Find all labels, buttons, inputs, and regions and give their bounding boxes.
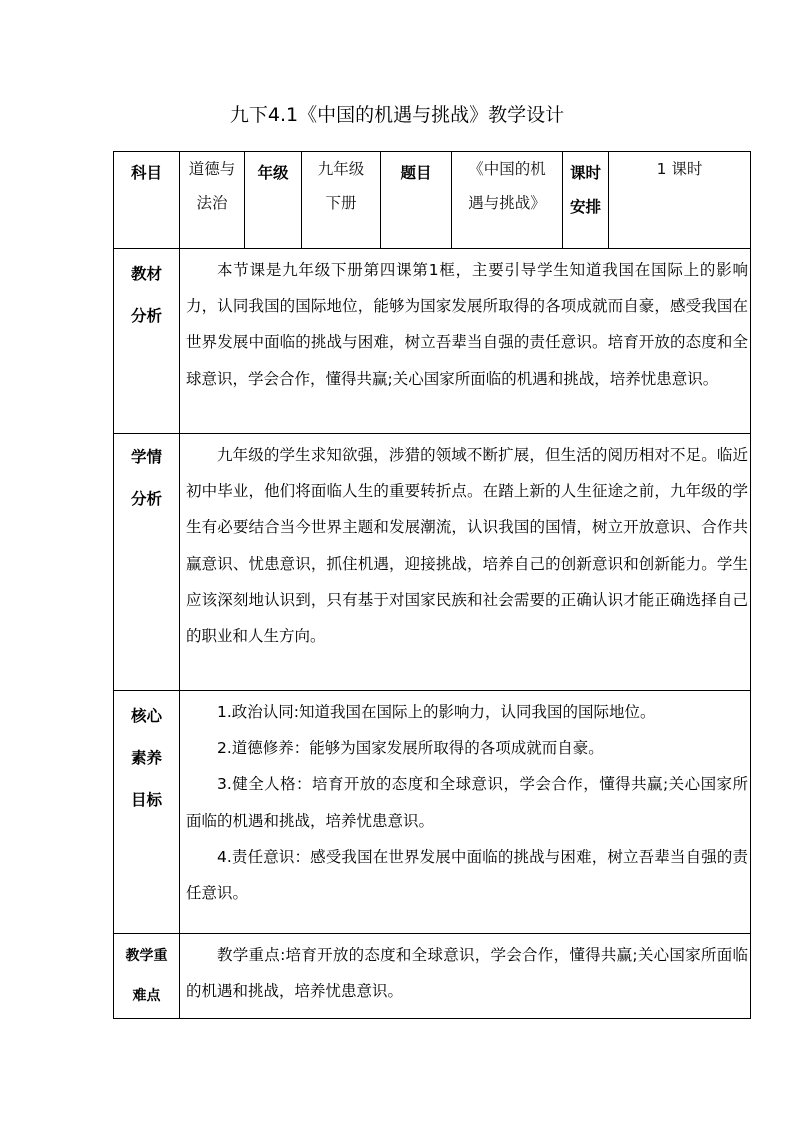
- topic-value: [452, 152, 563, 249]
- student-label-line-1: 学情: [130, 448, 162, 466]
- student-analysis-text: [180, 434, 751, 691]
- document-title: 九下4.1《中国的机遇与挑战》教学设计: [229, 104, 565, 126]
- period-label-line-2: 安排: [569, 198, 601, 216]
- goal-item: 3.健全人格：培育开放的态度和全球意识，学会合作，懂得共赢;关心国家所面临的机遇和挑战，培养忧患意识。: [186, 775, 748, 830]
- textbook-label-line-2: 分析: [130, 307, 162, 325]
- topic-value-line-2: 遇与挑战》: [468, 194, 546, 212]
- textbook-analysis-text: [180, 249, 751, 434]
- lesson-plan-table: [113, 151, 751, 1019]
- goals-label-line-3: 目标: [130, 791, 162, 809]
- subject-label: 科目: [114, 152, 180, 249]
- keypoints-label-line-1: 教学重: [125, 948, 168, 964]
- textbook-analysis-row: [114, 249, 751, 434]
- keypoints-paragraph: 教学重点:培育开放的态度和全球意识，学会合作，懂得共赢;关心国家所面临的机遇和挑战，培养忧患意识。: [186, 946, 748, 1001]
- key-points-label: [114, 934, 180, 1019]
- textbook-analysis-label: [114, 249, 180, 434]
- goal-item: 2.道德修养：能够为国家发展所取得的各项成就而自豪。: [217, 739, 604, 758]
- period-label: [563, 152, 609, 249]
- student-label-line-2: 分析: [130, 490, 162, 508]
- student-paragraph: 九年级的学生求知欲强，涉猎的领域不断扩展，但生活的阅历相对不足。临近初中毕业，他们将面临人生的重要转折点。在踏上新的人生征途之前，九年级的学生有必要结合当今世界主题和发展潮流，认识我国的国情，树立开放意识、合作共赢意识、忧患意识，抓住机遇，迎接挑战，培养自己的创新意识和创新能力。学生应该深刻地认识到，只有基于对国家民族和社会需要的正确认识才能正确选择自己的职业和人生方向。: [186, 446, 748, 646]
- grade-value-line-2: 下册: [325, 194, 357, 212]
- core-goals-row: [114, 691, 751, 934]
- core-goals-label: [114, 691, 180, 934]
- core-goals-text: [180, 691, 751, 934]
- header-row: [114, 152, 751, 249]
- key-points-row: [114, 934, 751, 1019]
- grade-value-line-1: 九年级: [317, 160, 365, 178]
- topic-label: 题目: [381, 152, 452, 249]
- goals-label-line-1: 核心: [130, 707, 162, 725]
- subject-value: [180, 152, 245, 249]
- goal-item: 1.政治认同:知道我国在国际上的影响力，认同我国的国际地位。: [217, 703, 656, 721]
- student-analysis-label: [114, 434, 180, 691]
- goal-item: 4.责任意识：感受我国在世界发展中面临的挑战与困难，树立吾辈当自强的责任意识。: [186, 847, 748, 903]
- grade-label: 年级: [245, 152, 302, 249]
- period-label-line-1: 课时: [569, 164, 601, 182]
- subject-value-line-2: 法治: [196, 194, 228, 212]
- goals-label-line-2: 素养: [130, 749, 162, 767]
- period-value: 1 课时: [609, 152, 751, 249]
- textbook-paragraph: 本节课是九年级下册第四课第1框，主要引导学生知道我国在国际上的影响力，认同我国的国际地位，能够为国家发展所取得的各项成就而自豪，感受我国在世界发展中面临的挑战与困难，树立吾辈当自强的责任意识。培育开放的态度和全球意识，学会合作，懂得共赢;关心国家所面临的机遇和挑战，培养忧患意识。: [186, 261, 748, 388]
- topic-value-line-1: 《中国的机: [468, 160, 546, 178]
- grade-value: [302, 152, 381, 249]
- keypoints-label-line-2: 难点: [132, 988, 161, 1004]
- subject-value-line-1: 道德与: [188, 160, 236, 178]
- textbook-label-line-1: 教材: [130, 265, 162, 283]
- student-analysis-row: [114, 434, 751, 691]
- key-points-text: [180, 934, 751, 1019]
